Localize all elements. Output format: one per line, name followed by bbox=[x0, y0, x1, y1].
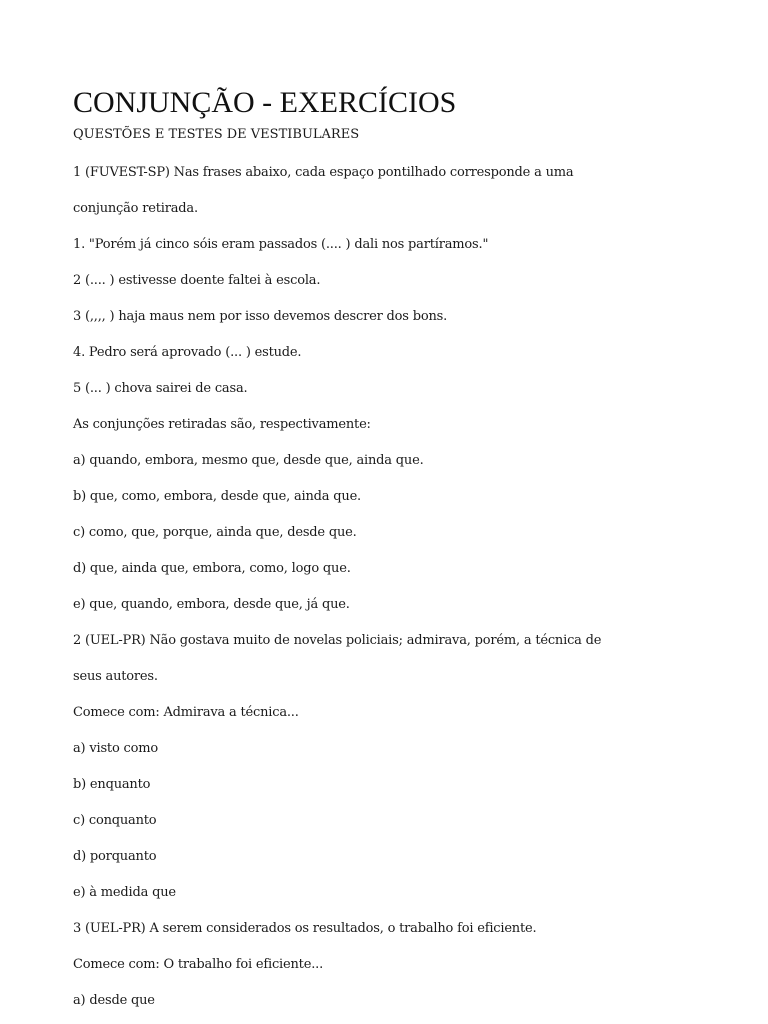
question-3-option-a: a) desde que bbox=[73, 993, 155, 1008]
question-2-option-c: c) conquanto bbox=[73, 813, 157, 828]
question-2-text-cont: seus autores. bbox=[73, 669, 158, 684]
question-1-option-b: b) que, como, embora, desde que, ainda que. bbox=[73, 489, 361, 504]
question-2-option-d: d) porquanto bbox=[73, 849, 157, 864]
question-1-option-e: e) que, quando, embora, desde que, já que. bbox=[73, 597, 350, 612]
question-1-text: 1 (FUVEST-SP) Nas frases abaixo, cada espaço pontilhado corresponde a uma bbox=[73, 165, 574, 180]
question-2-option-a: a) visto como bbox=[73, 741, 158, 756]
question-1-option-a: a) quando, embora, mesmo que, desde que, ainda que. bbox=[73, 453, 424, 468]
sentence-4: 4. Pedro será aprovado (... ) estude. bbox=[73, 345, 302, 360]
question-3-text: 3 (UEL-PR) A serem considerados os resultados, o trabalho foi eficiente. bbox=[73, 921, 537, 936]
question-1-option-d: d) que, ainda que, embora, como, logo que. bbox=[73, 561, 351, 576]
question-1-text-cont: conjunção retirada. bbox=[73, 201, 198, 216]
question-2-option-b: b) enquanto bbox=[73, 777, 151, 792]
sentence-2: 2 (.... ) estivesse doente faltei à escola. bbox=[73, 273, 321, 288]
question-2-prompt: Comece com: Admirava a técnica... bbox=[73, 705, 299, 720]
page-subtitle: QUESTÕES E TESTES DE VESTIBULARES bbox=[73, 127, 360, 142]
page-title: CONJUNÇÃO - EXERCÍCIOS bbox=[73, 86, 457, 119]
question-2-option-e: e) à medida que bbox=[73, 885, 176, 900]
question-3-prompt: Comece com: O trabalho foi eficiente... bbox=[73, 957, 323, 972]
question-2-text: 2 (UEL-PR) Não gostava muito de novelas policiais; admirava, porém, a técnica de bbox=[73, 633, 602, 648]
question-1-option-c: c) como, que, porque, ainda que, desde que. bbox=[73, 525, 357, 540]
sentence-1: 1. "Porém já cinco sóis eram passados (.... ) dali nos partíramos." bbox=[73, 237, 489, 252]
sentence-5: 5 (... ) chova sairei de casa. bbox=[73, 381, 248, 396]
question-1-prompt: As conjunções retiradas são, respectivamente: bbox=[73, 417, 371, 432]
sentence-3: 3 (,,,, ) haja maus nem por isso devemos descrer dos bons. bbox=[73, 309, 448, 324]
